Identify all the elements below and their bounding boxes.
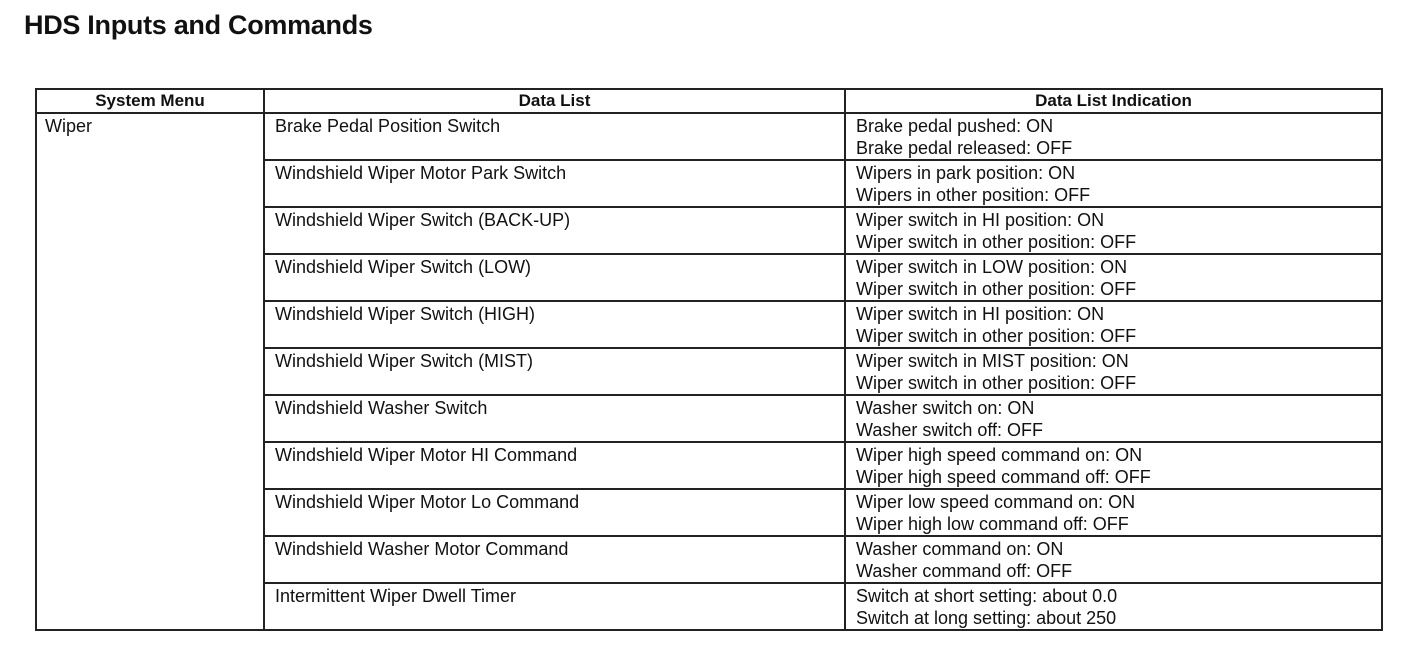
indication-line: Washer switch off: OFF [856, 420, 1044, 440]
data-list-cell: Windshield Wiper Switch (MIST) [264, 348, 845, 395]
indication-cell [845, 301, 1382, 348]
data-list-cell: Intermittent Wiper Dwell Timer [264, 583, 845, 630]
system-menu-cell: Wiper [36, 113, 264, 630]
indication-line: Wiper high low command off: OFF [856, 514, 1129, 534]
indication-line: Switch at long setting: about 250 [856, 608, 1117, 628]
indication-cell [845, 348, 1382, 395]
indication-line: Wiper high speed command on: ON [856, 445, 1143, 465]
indication-line: Wiper high speed command off: OFF [856, 467, 1151, 487]
table-header-row [36, 89, 1382, 113]
data-list-cell: Windshield Wiper Switch (HIGH) [264, 301, 845, 348]
data-list-cell: Windshield Washer Switch [264, 395, 845, 442]
data-list-cell: Windshield Wiper Motor Park Switch [264, 160, 845, 207]
indication-line: Wiper switch in other position: OFF [856, 326, 1137, 346]
indication-line: Wipers in other position: OFF [856, 185, 1091, 205]
data-list-cell: Windshield Wiper Motor Lo Command [264, 489, 845, 536]
indication-cell [845, 536, 1382, 583]
header-system-menu: System Menu [36, 89, 264, 113]
indication-line: Wiper switch in HI position: ON [856, 210, 1105, 230]
indication-cell [845, 395, 1382, 442]
indication-line: Brake pedal released: OFF [856, 138, 1073, 158]
indication-line: Washer command on: ON [856, 539, 1064, 559]
data-list-cell: Windshield Wiper Switch (BACK-UP) [264, 207, 845, 254]
indication-cell [845, 160, 1382, 207]
indication-line: Wiper switch in HI position: ON [856, 304, 1105, 324]
indication-line: Wipers in park position: ON [856, 163, 1076, 183]
indication-line: Brake pedal pushed: ON [856, 116, 1054, 136]
indication-line: Wiper switch in other position: OFF [856, 279, 1137, 299]
indication-cell [845, 442, 1382, 489]
indication-line: Wiper switch in MIST position: ON [856, 351, 1129, 371]
indication-line: Washer switch on: ON [856, 398, 1035, 418]
header-data-list-indication: Data List Indication [845, 89, 1382, 113]
indication-line: Wiper switch in LOW position: ON [856, 257, 1128, 277]
data-list-cell: Brake Pedal Position Switch [264, 113, 845, 160]
page-title: HDS Inputs and Commands [24, 10, 373, 40]
indication-cell [845, 207, 1382, 254]
indication-line: Washer command off: OFF [856, 561, 1073, 581]
indication-line: Switch at short setting: about 0.0 [856, 586, 1118, 606]
hds-data-table [35, 88, 1383, 631]
indication-line: Wiper low speed command on: ON [856, 492, 1136, 512]
header-data-list: Data List [264, 89, 845, 113]
indication-line: Wiper switch in other position: OFF [856, 232, 1137, 252]
indication-cell [845, 113, 1382, 160]
data-list-cell: Windshield Washer Motor Command [264, 536, 845, 583]
indication-cell [845, 489, 1382, 536]
data-list-cell: Windshield Wiper Motor HI Command [264, 442, 845, 489]
indication-line: Wiper switch in other position: OFF [856, 373, 1137, 393]
data-list-cell: Windshield Wiper Switch (LOW) [264, 254, 845, 301]
indication-cell [845, 254, 1382, 301]
indication-cell [845, 583, 1382, 630]
table-row [36, 113, 1382, 160]
